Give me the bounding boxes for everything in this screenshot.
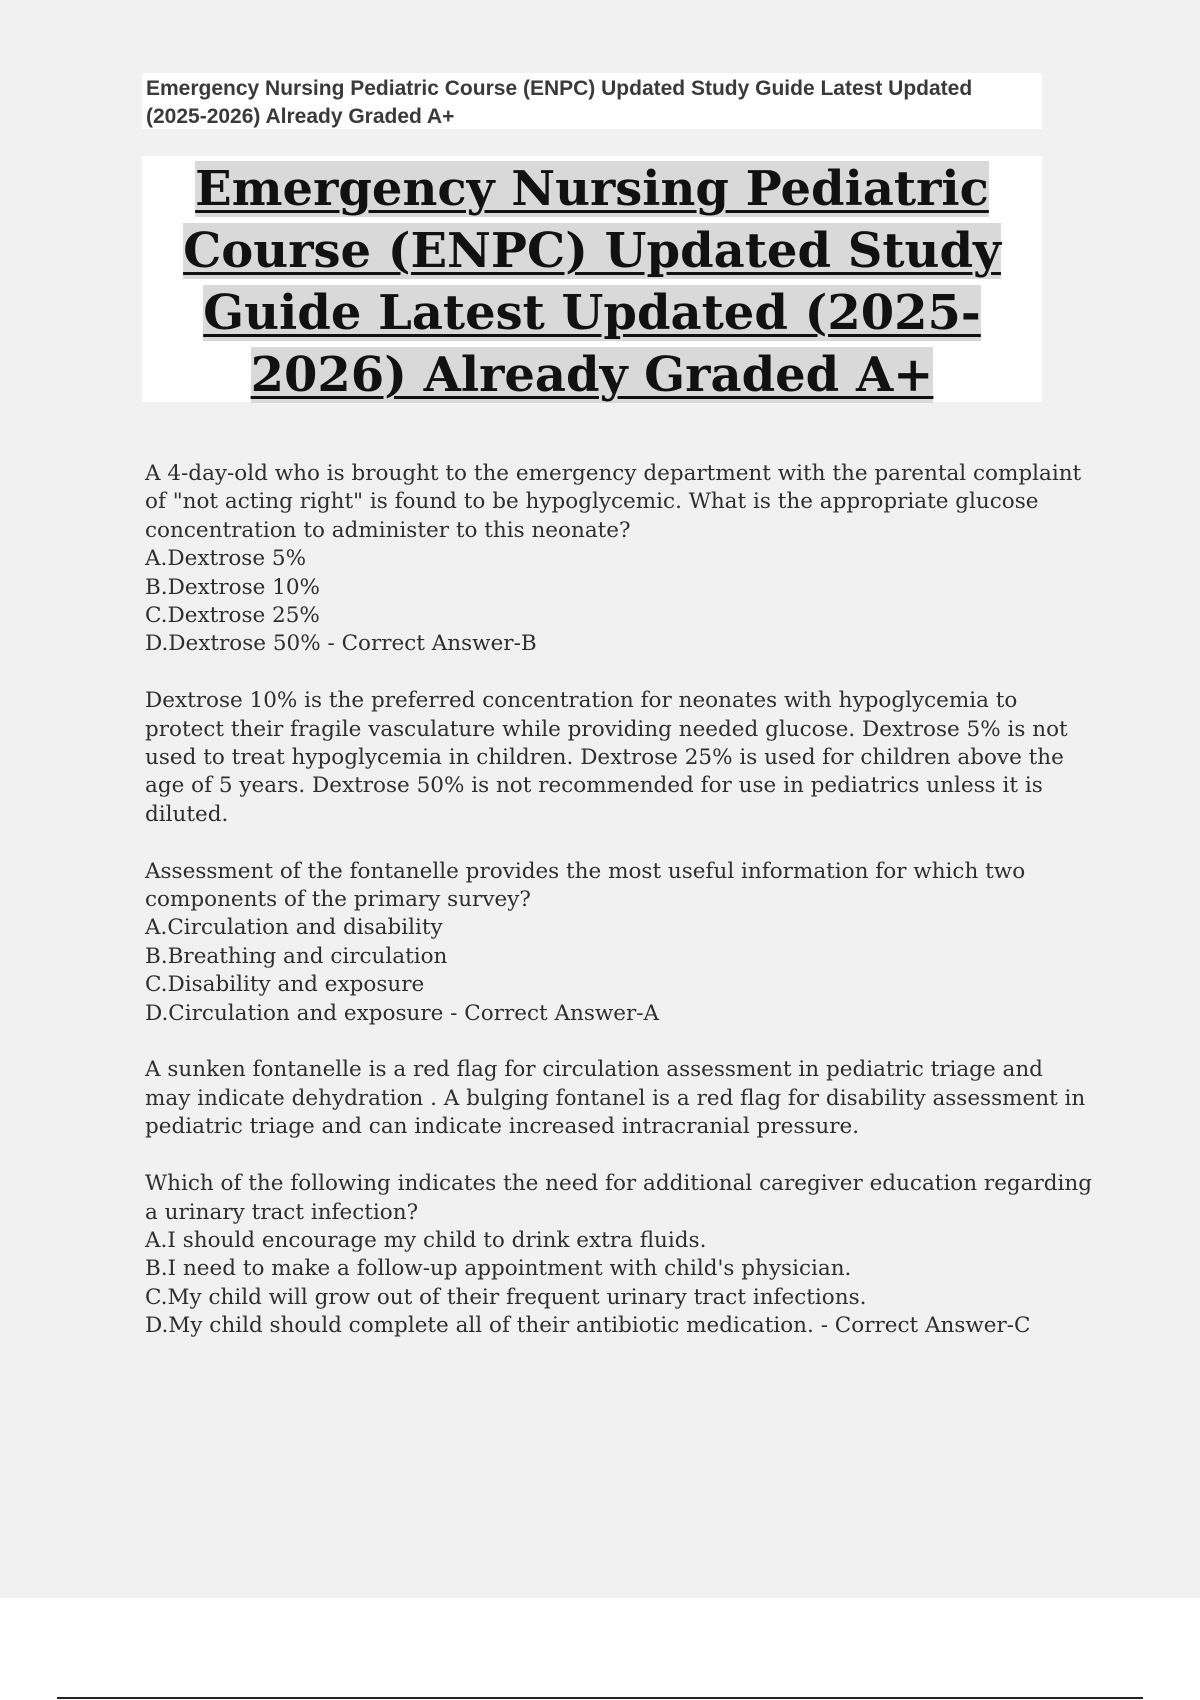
question-block: [145, 858, 1095, 1028]
answer-option: C.Disability and exposure: [145, 972, 425, 998]
study-guide-content: [145, 460, 1095, 1369]
answer-option-with-correct-answer: D.Circulation and exposure - Correct Answer-A: [145, 1000, 660, 1026]
answer-option: A.Circulation and disability: [145, 915, 443, 941]
question-block: [145, 1170, 1095, 1340]
answer-option: C.My child will grow out of their frequent urinary tract infections.: [145, 1284, 867, 1310]
question-text: A 4-day-old who is brought to the emergency department with the parental complaint of "not acting right" is found to be hypoglycemic. What is the appropriate glucose concentration to administer to this neonate?: [145, 461, 1082, 543]
rationale-text: A sunken fontanelle is a red flag for circulation assessment in pediatric triage and may indicate dehydration . A bulging fontanel is a red flag for disability assessment in pediatric triage and can indicate increased intracranial pressure.: [145, 1057, 1086, 1140]
answer-option: C.Dextrose 25%: [145, 603, 320, 629]
answer-option: B.Breathing and circulation: [145, 943, 448, 969]
question-text: Assessment of the fontanelle provides the most useful information for which two components of the primary survey?: [145, 858, 1026, 913]
running-header: Emergency Nursing Pediatric Course (ENPC) Updated Study Guide Latest Updated (2025-2026) Already Graded A+: [142, 73, 1042, 129]
answer-option-with-correct-answer: D.Dextrose 50% - Correct Answer-B: [145, 631, 537, 657]
answer-option: A.I should encourage my child to drink extra fluids.: [145, 1227, 707, 1253]
page-title: Emergency Nursing Pediatric Course (ENPC) Updated Study Guide Latest Updated (2025-2026) Already Graded A+: [183, 161, 1001, 403]
answer-option: B.Dextrose 10%: [145, 574, 320, 600]
title-block: [142, 156, 1042, 402]
question-text: Which of the following indicates the need for additional caregiver education regarding a urinary tract infection?: [145, 1171, 1093, 1225]
rationale-text: Dextrose 10% is the preferred concentration for neonates with hypoglycemia to protect their fragile vasculature while providing needed glucose. Dextrose 5% is not used to treat hypoglycemia in children. Dextrose 25% is used for children above the age of 5 years. Dextrose 50% is not recommended for use in pediatrics unless it is diluted.: [145, 688, 1068, 827]
answer-option: B.I need to make a follow-up appointment with child's physician.: [145, 1256, 852, 1282]
answer-option-with-correct-answer: D.My child should complete all of their antibiotic medication. - Correct Answer-C: [145, 1313, 1031, 1339]
question-block: [145, 460, 1095, 659]
footer-divider: [57, 1697, 1143, 1699]
answer-option: A.Dextrose 5%: [145, 546, 307, 572]
